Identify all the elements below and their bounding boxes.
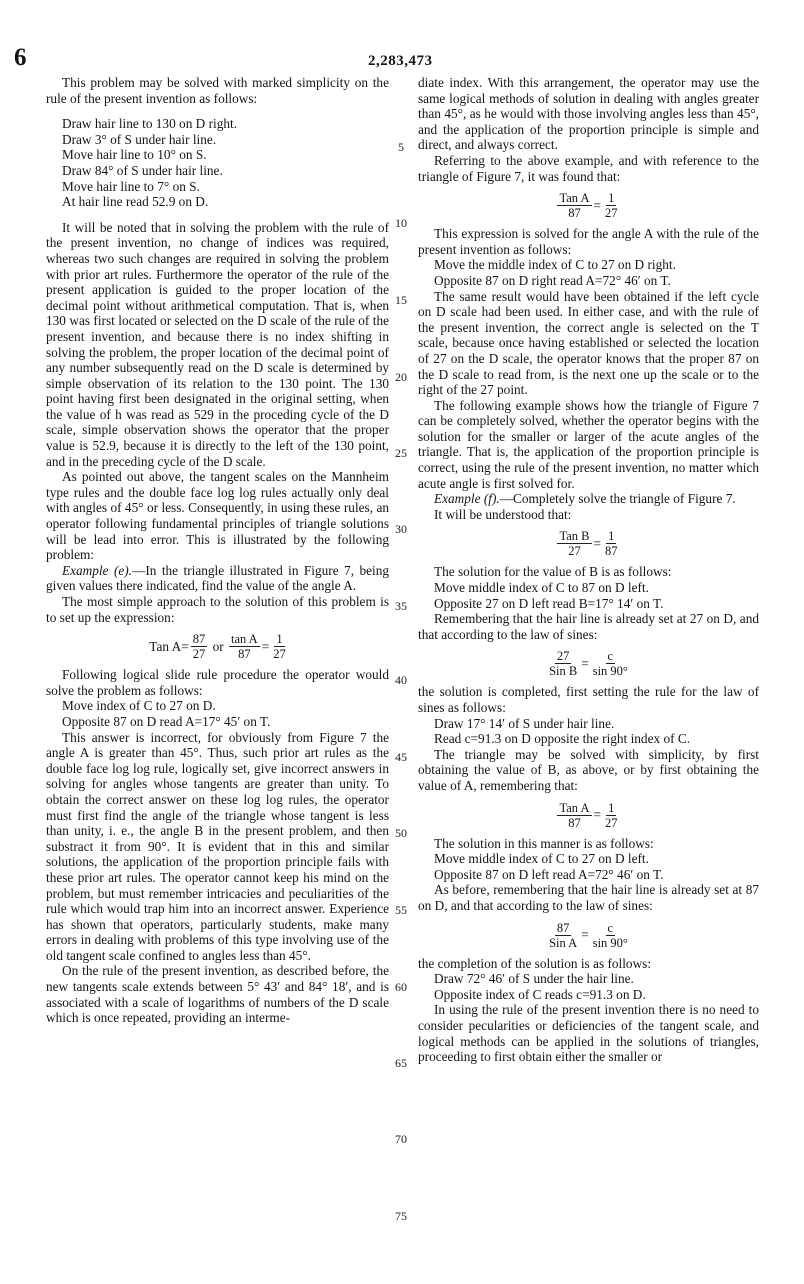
step-line: Opposite 87 on D left read A=72° 46′ on T.	[434, 866, 664, 882]
paragraph: This expression is solved for the angle A with the rule of the present invention as follows:	[418, 226, 759, 257]
line-number: 65	[395, 1056, 407, 1070]
equation: Tan A 87 = $\frac{1}{27}$	[559, 191, 618, 221]
paragraph: the solution is completed, first setting the rule for the law of sines as follows:	[418, 684, 759, 715]
right-column	[418, 75, 759, 1065]
left-column	[46, 75, 389, 1026]
paragraph: diate index. With this arrangement, the operator may use the same logical methods of solution in dealing with angles greater than 45°, as he would with those involving angles less than 45°, and the application of the proportion principle is simple and direct, and always correct.	[418, 75, 759, 153]
equation: Tan B 27 = $\frac{1}{87}$	[559, 529, 618, 559]
equation: Tan A 87 = $\frac{1}{27}$	[559, 800, 618, 830]
step-line: Move hair line to 10° on S.	[62, 147, 207, 163]
step-line: Draw hair line to 130 on D right.	[62, 116, 238, 132]
page-number: 6	[14, 44, 27, 71]
step-line: Opposite 87 on D right read A=72° 46′ on T.	[434, 272, 671, 288]
paragraph: As before, remembering that the hair line is already set at 87 on D, and that according to the law of sines:	[418, 882, 759, 913]
paragraph: Remembering that the hair line is already set at 27 on D, and that according to the law of sines:	[418, 611, 759, 642]
equation: 87 Sin A = $\frac{c}{\sin 90^\circ}$	[549, 920, 628, 950]
step-line: Move middle index of C to 87 on D left.	[434, 580, 649, 596]
paragraph: The triangle may be solved with simplicity, by first obtaining the value of B, as above, or by first obtaining the value of A, remembering that:	[418, 746, 759, 793]
paragraph: As pointed out above, the tangent scales on the Mannheim type rules and the double face log log rules actually only deal with angles of 45° or less. Consequently, in using these rules, an operator following fundamental principles of triangle solutions will be lead into error. This is illustrated by the following problem:	[46, 469, 389, 563]
paragraph: In using the rule of the present invention there is no need to consider pecularities or deficiencies of the tangent scale, and logical methods can be applied in the solutions of triangles, proceeding to first obtain either the smaller or	[418, 1002, 759, 1065]
step-line: Draw 84° of S under hair line.	[62, 162, 223, 178]
step-line: Opposite 87 on D read A=17° 45′ on T.	[62, 713, 271, 729]
example-text: —In the triangle illustrated in Figure 7, being given values there indicated, find the value of the angle A.	[46, 562, 389, 594]
step-line: At hair line read 52.9 on D.	[62, 194, 209, 210]
equation: Tan A= $\frac{87}{27}$ or $\frac{\text{tan A}}{87}$ = $\frac{1}{27}$	[149, 632, 286, 662]
paragraph: The most simple approach to the solution of this problem is to set up the expression:	[46, 594, 389, 625]
step-line: Draw 17° 14′ of S under hair line.	[434, 715, 615, 731]
paragraph	[46, 563, 389, 594]
equation: 27 Sin B = $\frac{c}{\sin 90^\circ}$	[549, 649, 628, 679]
line-number: 40	[395, 673, 407, 687]
line-number: 30	[395, 522, 407, 536]
step-line: Draw 72° 46′ of S under the hair line.	[434, 971, 634, 987]
step-line: Move hair line to 7° on S.	[62, 178, 200, 194]
line-number: 25	[395, 446, 407, 460]
line-number: 50	[395, 826, 407, 840]
line-number: 35	[395, 599, 407, 613]
step-line: Opposite index of C reads c=91.3 on D.	[434, 986, 646, 1002]
step-line: Move middle index of C to 27 on D left.	[434, 851, 649, 867]
paragraph: This answer is incorrect, for obviously from Figure 7 the angle A is greater than 45°. Thus, such prior art rules as the double face log log rule, logically set, give incorrect answers in solving for angles whose tangents are greater than unity. To obtain the correct answer on these log log rules, the operator must first find the angle of the triangle whose tangent is less than unity, i. e., the angle B in the present problem, and then substract it from 90°. It is evident that in this and similar solutions, the application of the proportion principle fails with these prior art rules. The operator cannot keep his mind on the problem, but must remember intricacies and peculiarities of the rule which would trap him into an incorrect answer. Experience has shown that operators, particularly students, make many errors in dealing with problems of this type involving use of the old tangent scale confined to angles less than 45°.	[46, 729, 389, 963]
example-label: Example (e).	[62, 562, 133, 578]
step-line: Move index of C to 27 on D.	[62, 698, 216, 714]
paragraph: The solution for the value of B is as follows:	[434, 564, 672, 580]
line-number: 60	[395, 980, 407, 994]
line-number: 20	[395, 370, 407, 384]
paragraph: The same result would have been obtained if the left cycle on D scale had been used. In either case, and with the rule of the present invention, the correct angle is selected on the T scale, because once having established or selected the location of 27 on the D scale, the operator knows that the proper 87 on the D scale to read from, is the next one up the scale or to the right of the 27 point.	[418, 288, 759, 398]
paragraph: The solution in this manner is as follows:	[434, 835, 654, 851]
line-number: 15	[395, 293, 407, 307]
paragraph: It will be noted that in solving the problem with the rule of the present invention, no change of indices was required, whereas two such changes are required in solving the problem with prior art rules. Furthermore the operator of the rule of the present application is guided to the proper location of the decimal point without arithmetical computation. That is, when 130 was first located or selected on the D scale of the rule of the present invention, and because there is no index shifting in solving the problem, the proper location of the decimal point of any number subsequently read on the D scale is determined by simple observation of its relation to the 130 point. The 130 point having first been designated in the original setting, when the value of h was read as 529 in the proceding cycle of the D scale, simple observation shows the operator that the proper value is 52.9, because it is directly to the left of the 130 point, and in the preceding cycle of the D scale.	[46, 219, 389, 469]
paragraph: Following logical slide rule procedure the operator would solve the problem as follows:	[46, 667, 389, 698]
step-line: Opposite 27 on D left read B=17° 14′ on T.	[434, 595, 664, 611]
paragraph: On the rule of the present invention, as described before, the new tangents scale extends between 5° 43′ and 84° 18′, and is associated with a scale of logarithms of numbers of the D scale which is once repeated, providing an interme-	[46, 963, 389, 1026]
line-number: 55	[395, 903, 407, 917]
patent-number: 2,283,473	[368, 53, 433, 69]
step-line: Draw 3° of S under hair line.	[62, 131, 217, 147]
line-number: 10	[395, 216, 407, 230]
paragraph	[418, 491, 759, 507]
step-line: Read c=91.3 on D opposite the right index of C.	[434, 731, 691, 747]
example-label: Example (f).	[434, 491, 500, 507]
paragraph: It will be understood that:	[434, 506, 572, 522]
paragraph: The following example shows how the triangle of Figure 7 can be completely solved, whether the operator begins with the solution for the smaller or larger of the acute angles of the triangle. That is, the application of the proportion principle is correct, using the rule of the present invention, no matter which acute angle is first solved for.	[418, 397, 759, 491]
line-number: 75	[395, 1209, 407, 1223]
line-number: 45	[395, 750, 407, 764]
example-text: —Completely solve the triangle of Figure 7.	[499, 491, 736, 507]
line-number: 5	[398, 140, 404, 154]
step-line: Move the middle index of C to 27 on D right.	[434, 257, 676, 273]
line-number: 70	[395, 1132, 407, 1146]
paragraph: the completion of the solution is as follows:	[418, 955, 652, 971]
paragraph: This problem may be solved with marked simplicity on the rule of the present invention as follows:	[46, 75, 389, 106]
paragraph: Referring to the above example, and with reference to the triangle of Figure 7, it was found that:	[418, 152, 759, 184]
